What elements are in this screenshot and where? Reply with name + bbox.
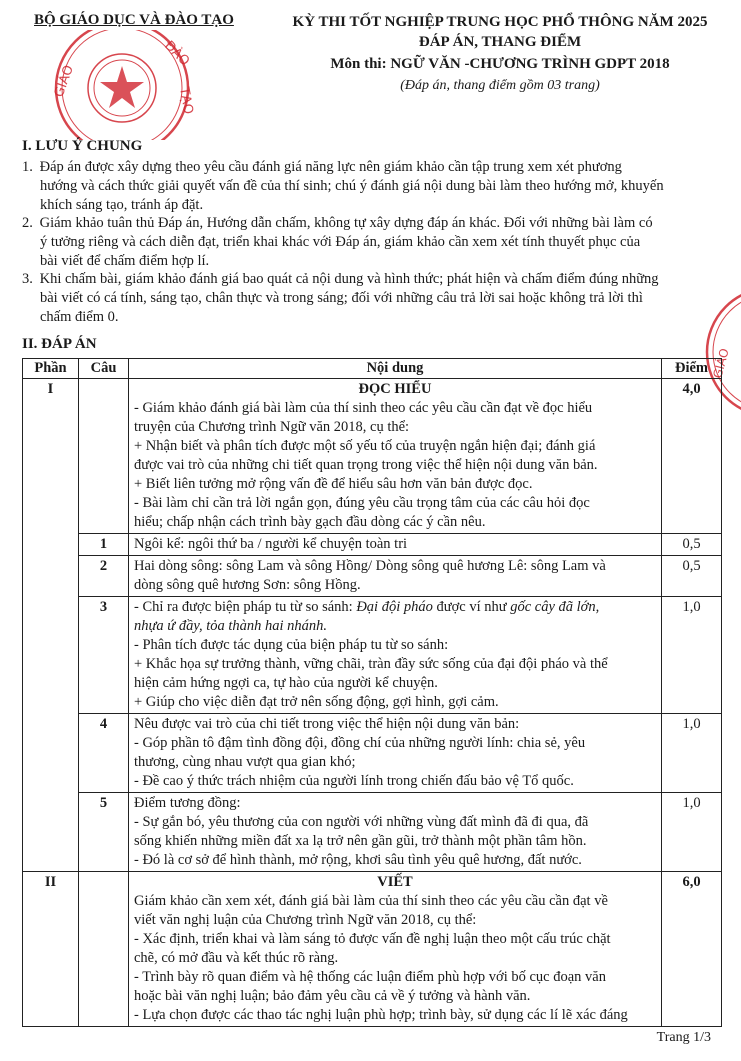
table-row <box>23 379 722 534</box>
note-line: bài viết để chấm điểm hợp lí. <box>40 253 210 269</box>
table-row <box>23 597 722 714</box>
answer-title: ĐÁP ÁN, THANG ĐIỂM <box>418 34 582 50</box>
score-cell: 1,0 <box>662 793 722 872</box>
svg-text:TẠO: TẠO <box>176 86 196 116</box>
note-line: khích sáng tạo, tránh áp đặt. <box>40 197 204 213</box>
col-header-part: Phần <box>23 359 79 379</box>
content-quote: nhựa ứ đầy, tỏa thành hai nhánh. <box>134 618 328 634</box>
content-line: + Khắc họa sự trưởng thành, vững chãi, tràn đầy sức sống của đại đội pháo và thể <box>134 656 608 672</box>
content-cell <box>129 534 662 556</box>
content-line: Điểm tương đồng: <box>134 795 241 811</box>
exam-title: KỲ THI TỐT NGHIỆP TRUNG HỌC PHỔ THÔNG NĂM 2025 <box>292 14 708 30</box>
content-line: + Nhận biết và phân tích được một số yếu tố của truyện ngắn hiện đại; đánh giá <box>134 438 596 454</box>
note-number: 1. <box>22 159 33 175</box>
section-general-notes-title: I. LƯU Ý CHUNG <box>22 138 143 154</box>
question-number: 3 <box>79 597 129 714</box>
note-line: Giám khảo tuân thủ Đáp án, Hướng dẫn chấm, không tự xây dựng đáp án khác. Đối với những bài làm có <box>39 215 653 231</box>
content-cell <box>129 379 662 534</box>
content-line: - Lựa chọn được các thao tác nghị luận phù hợp; trình bày, sử dụng các lí lẽ xác đáng <box>134 1007 628 1023</box>
table-row <box>23 793 722 872</box>
note-number: 3. <box>22 271 33 287</box>
content-quote: Đại đội pháo <box>356 599 433 615</box>
svg-text:GIÁO: GIÁO <box>710 346 732 380</box>
pages-note: (Đáp án, thang điểm gồm 03 trang) <box>400 78 600 93</box>
svg-text:ĐÀO: ĐÀO <box>161 38 193 70</box>
score-cell: 4,0 <box>662 379 722 534</box>
content-line: - Đề cao ý thức trách nhiệm của người lính trong chiến đấu bảo vệ Tổ quốc. <box>134 773 574 789</box>
subject-title: Môn thi: NGỮ VĂN -CHƯƠNG TRÌNH GDPT 2018 <box>330 56 670 72</box>
col-header-content: Nội dung <box>129 359 662 379</box>
content-text: - Chỉ ra được biện pháp tu từ so sánh: <box>134 599 357 615</box>
content-line: được vai trò của những chi tiết quan trọng trong việc thể hiện nội dung văn bản. <box>134 457 598 473</box>
content-line: Nêu được vai trò của chi tiết trong việc thể hiện nội dung văn bản: <box>134 716 520 732</box>
note-3 <box>22 270 722 327</box>
table-header-row <box>23 359 722 379</box>
table-row <box>23 872 722 1027</box>
col-header-question: Câu <box>79 359 129 379</box>
question-number: 4 <box>79 714 129 793</box>
part-heading: ĐỌC HIỂU <box>358 381 432 397</box>
section-answers-title: II. ĐÁP ÁN <box>22 336 97 352</box>
table-row <box>23 714 722 793</box>
note-line: ý tưởng riêng và cách diễn đạt, triển khai khác với Đáp án, giám khảo cần xem xét tính thuyết phục của <box>40 234 641 250</box>
content-cell <box>129 872 662 1027</box>
note-1 <box>22 158 722 215</box>
content-line: chẽ, có mở đầu và kết thúc rõ ràng. <box>134 950 339 966</box>
score-cell: 6,0 <box>662 872 722 1027</box>
content-line: dòng sông quê hương Sơn: sông Hồng. <box>134 577 361 593</box>
content-line: - Xác định, triển khai và làm sáng tỏ được vấn đề nghị luận theo một cấu trúc chặt <box>134 931 611 947</box>
note-line: chấm điểm 0. <box>40 309 119 325</box>
score-cell: 0,5 <box>662 534 722 556</box>
content-line: truyện của Chương trình Ngữ văn 2018, cụ thể: <box>134 419 410 435</box>
page-number: Trang 1/3 <box>656 1030 711 1045</box>
content-line: - Sự gắn bó, yêu thương của con người với những vùng đất mình đã đi qua, đã <box>134 814 589 830</box>
table-row <box>23 534 722 556</box>
content-line: - Đó là cơ sở để hình thành, mở rộng, khơi sâu tình yêu quê hương, đất nước. <box>134 852 582 868</box>
score-cell: 1,0 <box>662 714 722 793</box>
content-line: thương, cùng nhau vượt qua gian khó; <box>134 754 356 770</box>
col-header-score: Điểm <box>662 359 722 379</box>
content-cell <box>129 556 662 597</box>
question-number: 2 <box>79 556 129 597</box>
content-quote: gốc cây đã lớn, <box>510 599 600 615</box>
note-line: hướng và cách thức giải quyết vấn đề của thí sinh; chú ý đánh giá nội dung bài làm theo hướng mở, khuyến <box>40 178 664 194</box>
note-line: Khi chấm bài, giám khảo đánh giá bao quát cả nội dung và hình thức; phát hiện và chấm điểm đúng những <box>39 271 659 287</box>
table-row <box>23 556 722 597</box>
content-cell <box>129 714 662 793</box>
content-line: hiểu; chấp nhận cách trình bày gạch đầu dòng các ý cần nêu. <box>134 514 486 530</box>
content-line: + Giúp cho việc diễn đạt trở nên sống động, gợi hình, gợi cảm. <box>134 694 499 710</box>
content-line: sống khiến những miền đất xa lạ trở nên gần gũi, trở thành một phần tâm hồn. <box>134 833 587 849</box>
content-line: Hai dòng sông: sông Lam và sông Hồng/ Dòng sông quê hương Lê: sông Lam và <box>134 558 606 574</box>
answer-table <box>22 358 722 1027</box>
content-line: hiện cảm hứng ngợi ca, tự hào của người kể chuyện. <box>134 675 438 691</box>
content-line: Ngôi kể: ngôi thứ ba / người kể chuyện toàn tri <box>134 536 408 552</box>
note-line: bài viết có cá tính, sáng tạo, chân thực và trong sáng; đối với những câu trả lời sai hoặc không trả lời thì <box>40 290 643 306</box>
note-number: 2. <box>22 215 33 231</box>
question-number: 1 <box>79 534 129 556</box>
content-line: - Trình bày rõ quan điểm và hệ thống các luận điểm phù hợp với bố cục đoạn văn <box>134 969 606 985</box>
content-line: - Phân tích được tác dụng của biện pháp tu từ so sánh: <box>134 637 449 653</box>
content-line: - Góp phần tô đậm tình đồng đội, đồng chí của những người lính: chia sẻ, yêu <box>134 735 586 751</box>
question-cell <box>79 379 129 534</box>
content-cell <box>129 597 662 714</box>
part-heading: VIẾT <box>377 874 413 890</box>
part-cell: II <box>23 872 79 1027</box>
content-line: Giám khảo cần xem xét, đánh giá bài làm của thí sinh theo các yêu cầu cần đạt về <box>134 893 608 909</box>
question-number: 5 <box>79 793 129 872</box>
part-cell: I <box>23 379 79 872</box>
content-line: - Giám khảo đánh giá bài làm của thí sinh theo các yêu cầu cần đạt về đọc hiểu <box>134 400 593 416</box>
content-line: hoặc bài văn nghị luận; bảo đảm yêu cầu cả về ý tưởng và hành văn. <box>134 988 531 1004</box>
note-2 <box>22 214 722 271</box>
content-line: - Bài làm chỉ cần trả lời ngắn gọn, đúng yêu cầu trọng tâm của các câu hỏi đọc <box>134 495 590 511</box>
official-seal <box>52 30 202 140</box>
ministry-name: BỘ GIÁO DỤC VÀ ĐÀO TẠO <box>34 12 234 28</box>
note-line: Đáp án được xây dựng theo yêu cầu đánh giá năng lực nên giám khảo cần tập trung xem xét phương <box>39 159 622 175</box>
question-cell <box>79 872 129 1027</box>
content-line: + Biết liên tưởng mở rộng vấn đề để hiểu sâu hơn văn bản được đọc. <box>134 476 533 492</box>
svg-text:GIÁO: GIÁO <box>52 63 77 100</box>
score-cell: 1,0 <box>662 597 722 714</box>
content-cell <box>129 793 662 872</box>
content-text: được ví như <box>432 599 511 615</box>
score-cell: 0,5 <box>662 556 722 597</box>
content-line: viết văn nghị luận của Chương trình Ngữ văn 2018, cụ thể: <box>134 912 477 928</box>
